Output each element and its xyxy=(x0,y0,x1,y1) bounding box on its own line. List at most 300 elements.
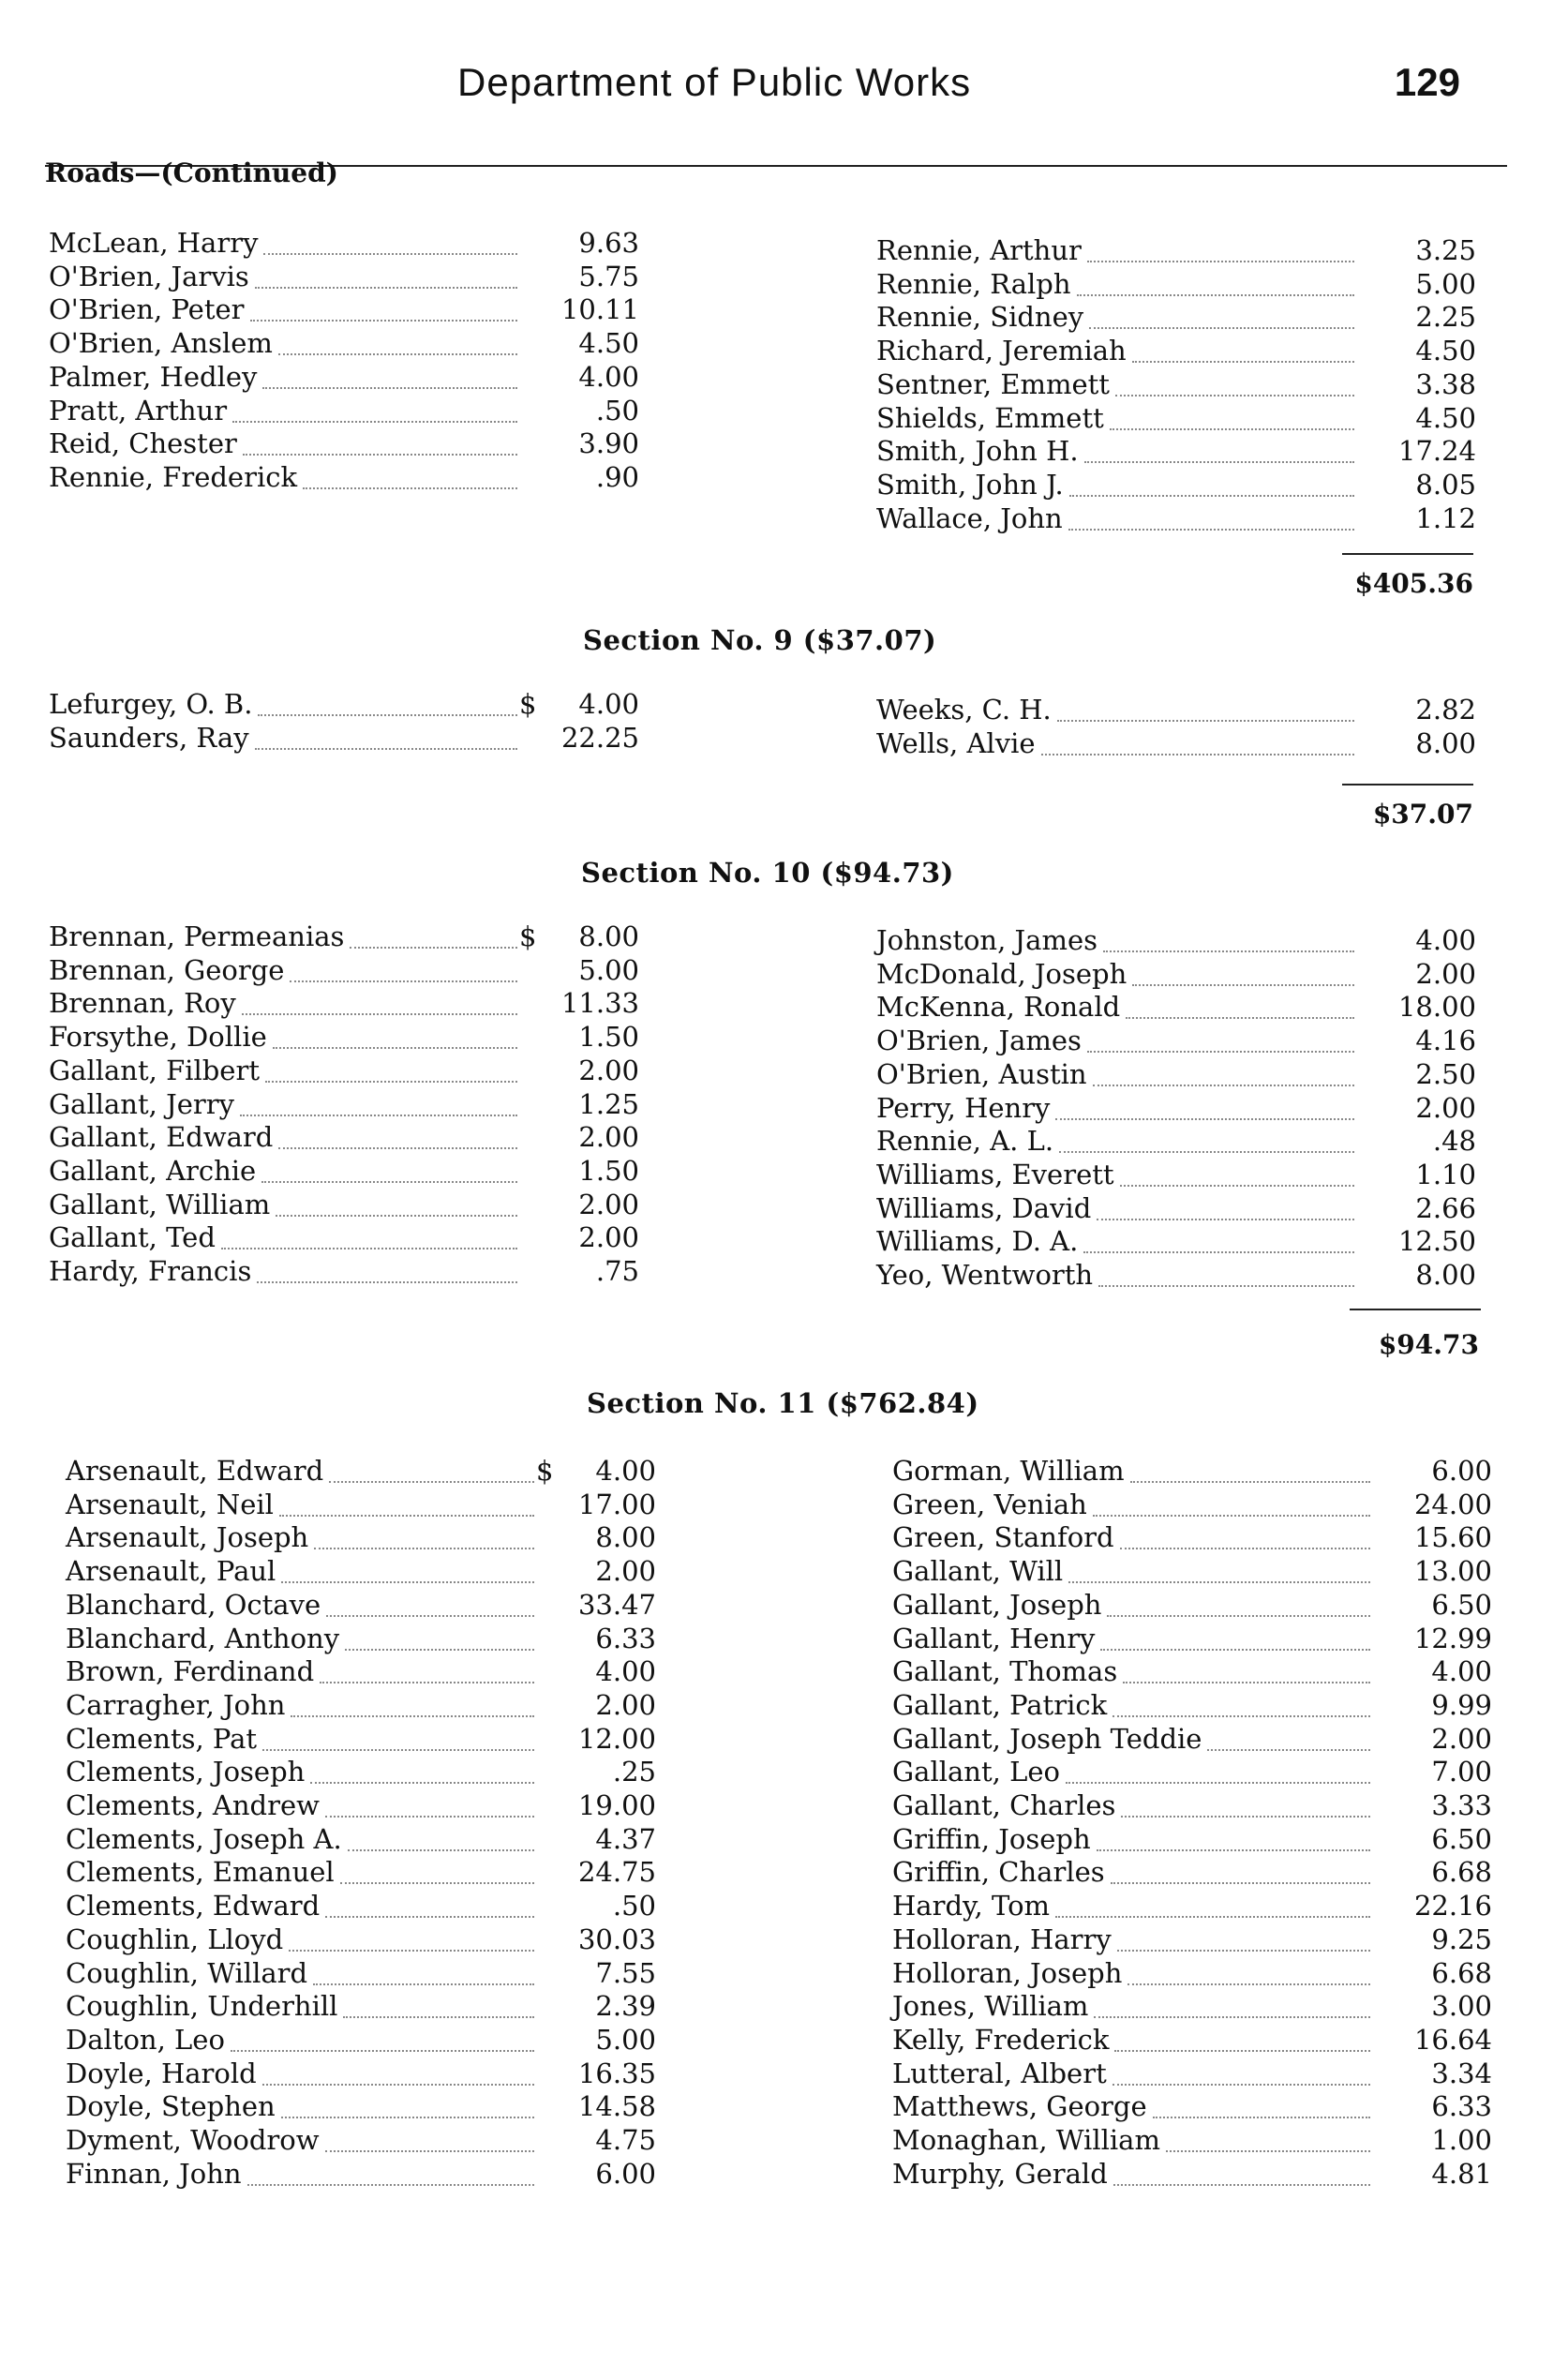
entry-amount: 6.33 xyxy=(595,1622,656,1654)
entry-name: Reid, Chester xyxy=(49,427,237,460)
entry-name: Arsenault, Edward xyxy=(66,1455,324,1487)
entry-amount: 4.75 xyxy=(595,2124,656,2156)
list-item xyxy=(66,1923,656,1957)
entry-name: Brennan, Permeanias xyxy=(49,920,345,952)
entry-name: Williams, David xyxy=(876,1191,1092,1224)
leader-dots xyxy=(255,287,517,289)
list-item xyxy=(66,2024,656,2057)
leader-dots xyxy=(257,1281,517,1283)
list-item xyxy=(876,502,1476,536)
entry-name: Gallant, Joseph xyxy=(892,1588,1102,1621)
leader-dots xyxy=(1066,1782,1370,1784)
leader-dots xyxy=(1132,984,1354,986)
leader-dots xyxy=(1113,1715,1370,1717)
entry-amount: 2.00 xyxy=(1415,1091,1476,1124)
entry-amount: 9.25 xyxy=(1431,1923,1492,1955)
leader-dots xyxy=(265,1081,517,1083)
entry-amount: 4.16 xyxy=(1415,1025,1476,1057)
entry-amount: .50 xyxy=(612,1890,656,1923)
entry-amount: 2.00 xyxy=(595,1688,656,1721)
entry-name: Carragher, John xyxy=(66,1688,286,1721)
entry-amount: 12.00 xyxy=(577,1722,656,1755)
entry-amount: .25 xyxy=(612,1756,656,1788)
entry-amount: 14.58 xyxy=(577,2090,656,2123)
list-item xyxy=(49,1255,639,1289)
entry-name: Brown, Ferdinand xyxy=(66,1655,315,1688)
entry-amount: 1.10 xyxy=(1415,1158,1476,1190)
entry-name: Arsenault, Joseph xyxy=(66,1521,309,1554)
entry-amount: 4.00 xyxy=(595,1655,656,1688)
entry-name: Hardy, Francis xyxy=(49,1255,252,1287)
leader-dots xyxy=(1069,495,1354,497)
entry-amount: 5.00 xyxy=(578,953,639,986)
list-item xyxy=(66,1489,656,1522)
list-item xyxy=(876,727,1476,761)
total-rule xyxy=(1350,1309,1481,1310)
list-item xyxy=(892,2057,1492,2091)
entry-name: Williams, D. A. xyxy=(876,1225,1079,1258)
section-9-heading: Section No. 9 ($37.07) xyxy=(583,624,937,656)
list-item xyxy=(892,1789,1492,1823)
list-item xyxy=(892,2090,1492,2124)
leader-dots xyxy=(1055,1916,1370,1918)
leader-dots xyxy=(320,1682,534,1683)
entry-amount: 3.25 xyxy=(1415,234,1476,266)
entry-amount: 9.99 xyxy=(1431,1688,1492,1721)
leader-dots xyxy=(231,2050,534,2052)
leader-dots xyxy=(1083,1251,1354,1253)
entry-name: Gorman, William xyxy=(892,1455,1125,1487)
entry-amount: .50 xyxy=(595,394,639,426)
leader-dots xyxy=(1100,1649,1370,1651)
entry-amount: 12.99 xyxy=(1413,1622,1492,1654)
list-item xyxy=(49,395,639,428)
list-item xyxy=(876,268,1476,302)
entry-amount: 6.00 xyxy=(1431,1455,1492,1487)
entry-amount: .75 xyxy=(595,1255,639,1287)
list-item xyxy=(876,301,1476,335)
list-item xyxy=(892,1455,1492,1489)
leader-dots xyxy=(313,1983,534,1985)
list-item xyxy=(892,1555,1492,1589)
entry-amount: 33.47 xyxy=(577,1588,656,1621)
entry-amount: 4.50 xyxy=(1415,401,1476,434)
entry-amount: 4.00 xyxy=(595,1455,656,1487)
list-item xyxy=(49,427,639,461)
entry-amount: 4.50 xyxy=(578,327,639,360)
entry-name: Rennie, A. L. xyxy=(876,1125,1054,1158)
entry-amount: 8.05 xyxy=(1415,468,1476,501)
entry-name: Gallant, Charles xyxy=(892,1789,1116,1821)
entry-amount: 16.35 xyxy=(577,2057,656,2089)
entry-amount: 30.03 xyxy=(577,1923,656,1955)
entry-amount: 2.50 xyxy=(1415,1057,1476,1090)
list-item xyxy=(892,1589,1492,1623)
entry-name: Lefurgey, O. B. xyxy=(49,688,253,720)
leader-dots xyxy=(1041,754,1354,756)
list-item xyxy=(876,1259,1476,1293)
entry-name: Brennan, George xyxy=(49,953,285,986)
leader-dots xyxy=(350,947,517,949)
entry-name: Sentner, Emmett xyxy=(876,367,1110,400)
list-item xyxy=(49,1088,639,1122)
entry-name: Gallant, Henry xyxy=(892,1622,1096,1654)
leader-dots xyxy=(262,387,517,389)
total-rule xyxy=(1342,784,1473,786)
list-item xyxy=(892,1655,1492,1689)
entry-name: Holloran, Joseph xyxy=(892,1956,1123,1989)
entry-name: Gallant, William xyxy=(49,1188,271,1220)
entry-name: Doyle, Stephen xyxy=(66,2090,276,2123)
entry-amount: 17.24 xyxy=(1397,435,1476,468)
entry-name: Gallant, Thomas xyxy=(892,1655,1118,1688)
entry-amount: 5.00 xyxy=(595,2023,656,2056)
list-item xyxy=(876,694,1476,727)
list-item xyxy=(49,920,639,954)
entry-amount: 9.63 xyxy=(578,227,639,259)
entry-name: Wells, Alvie xyxy=(876,726,1036,759)
entry-amount: 3.34 xyxy=(1431,2057,1492,2089)
currency-sign: $ xyxy=(536,1455,554,1487)
list-item xyxy=(66,1655,656,1689)
entry-amount: 2.00 xyxy=(1431,1722,1492,1755)
list-item xyxy=(892,1990,1492,2024)
entry-name: Gallant, Filbert xyxy=(49,1054,260,1086)
entry-amount: 18.00 xyxy=(1397,991,1476,1024)
list-item xyxy=(892,1689,1492,1723)
entry-name: Jones, William xyxy=(892,1990,1089,2023)
entry-name: Gallant, Archie xyxy=(49,1154,257,1187)
leader-dots xyxy=(279,1515,534,1517)
entry-amount: 8.00 xyxy=(1415,726,1476,759)
entry-amount: 1.12 xyxy=(1415,501,1476,534)
entry-amount: 3.00 xyxy=(1431,1990,1492,2023)
list-item xyxy=(66,1789,656,1823)
entry-amount: 2.00 xyxy=(578,1054,639,1086)
leader-dots xyxy=(221,1248,517,1249)
leader-dots xyxy=(1093,1515,1370,1517)
leader-dots xyxy=(345,1649,534,1651)
leader-dots xyxy=(326,1615,534,1617)
entry-name: O'Brien, Anslem xyxy=(49,327,273,360)
list-item xyxy=(876,1092,1476,1126)
entry-name: Kelly, Frederick xyxy=(892,2023,1110,2056)
entry-name: McDonald, Joseph xyxy=(876,957,1127,990)
entry-name: Monaghan, William xyxy=(892,2124,1160,2156)
leader-dots xyxy=(290,980,517,982)
entry-amount: 22.25 xyxy=(560,721,639,754)
leader-dots xyxy=(281,1581,534,1583)
leader-dots xyxy=(1089,327,1354,329)
page-title: Department of Public Works xyxy=(457,60,972,104)
list-item xyxy=(49,327,639,361)
leader-dots xyxy=(247,2184,534,2186)
entry-amount: 7.55 xyxy=(595,1956,656,1989)
entry-name: Yeo, Wentworth xyxy=(876,1259,1094,1291)
entry-amount: 4.00 xyxy=(1415,924,1476,956)
list-item xyxy=(876,1225,1476,1259)
entry-name: Smith, John H. xyxy=(876,435,1079,468)
total-rule xyxy=(1342,553,1473,555)
leader-dots xyxy=(240,1115,517,1116)
entry-name: Dalton, Leo xyxy=(66,2023,225,2056)
entry-name: Johnston, James xyxy=(876,924,1098,956)
entry-amount: 2.00 xyxy=(1415,957,1476,990)
entry-name: Clements, Andrew xyxy=(66,1789,320,1821)
entry-amount: .48 xyxy=(1432,1125,1476,1158)
entry-amount: 1.25 xyxy=(578,1087,639,1120)
entry-amount: 1.50 xyxy=(578,1021,639,1054)
leader-dots xyxy=(1103,950,1354,952)
entry-amount: 24.00 xyxy=(1413,1488,1492,1520)
entry-amount: 24.75 xyxy=(577,1856,656,1889)
entry-amount: 4.00 xyxy=(578,360,639,393)
list-item xyxy=(49,1121,639,1155)
entry-amount: 5.00 xyxy=(1415,267,1476,300)
leader-dots xyxy=(281,2117,534,2118)
leader-dots xyxy=(1087,1051,1354,1053)
entry-name: Gallant, Joseph Teddie xyxy=(892,1722,1202,1755)
entry-amount: 2.39 xyxy=(595,1990,656,2023)
list-item xyxy=(892,1623,1492,1656)
list-item xyxy=(66,1521,656,1555)
leader-dots xyxy=(262,1749,534,1751)
list-item xyxy=(49,722,639,756)
entry-name: O'Brien, Peter xyxy=(49,293,245,326)
leader-dots xyxy=(1059,1151,1354,1153)
leader-dots xyxy=(1113,2184,1370,2186)
leader-dots xyxy=(1123,1682,1370,1683)
leader-dots xyxy=(1068,1581,1370,1583)
page-number: 129 xyxy=(1394,60,1460,104)
entry-name: Arsenault, Paul xyxy=(66,1555,276,1588)
entry-name: Rennie, Sidney xyxy=(876,301,1084,334)
entry-amount: 8.00 xyxy=(578,920,639,952)
entry-name: Dyment, Woodrow xyxy=(66,2124,320,2156)
list-item xyxy=(66,1756,656,1789)
list-item xyxy=(876,1125,1476,1159)
leader-dots xyxy=(1127,1983,1370,1985)
entry-name: Palmer, Hedley xyxy=(49,360,258,393)
entry-amount: 17.00 xyxy=(577,1488,656,1520)
entry-name: Perry, Henry xyxy=(876,1091,1051,1124)
list-item xyxy=(892,1756,1492,1789)
section-10-total: $94.73 xyxy=(1378,1329,1479,1360)
entry-name: Griffin, Joseph xyxy=(892,1822,1091,1855)
leader-dots xyxy=(1107,1615,1370,1617)
entry-name: Rennie, Ralph xyxy=(876,267,1071,300)
list-item xyxy=(49,1155,639,1189)
entry-amount: 6.68 xyxy=(1431,1956,1492,1989)
list-item xyxy=(49,1055,639,1088)
list-item xyxy=(66,1623,656,1656)
list-item xyxy=(66,1957,656,1991)
entry-name: Hardy, Tom xyxy=(892,1890,1051,1923)
entry-amount: 10.11 xyxy=(560,293,639,326)
roads-total: $405.36 xyxy=(1354,568,1473,599)
leader-dots xyxy=(1153,2117,1370,2118)
leader-dots xyxy=(232,421,517,423)
list-item xyxy=(66,1990,656,2024)
entry-amount: 4.00 xyxy=(1431,1655,1492,1688)
section-11-heading: Section No. 11 ($762.84) xyxy=(587,1387,979,1419)
list-item xyxy=(49,1021,639,1055)
leader-dots xyxy=(1113,2084,1370,2086)
leader-dots xyxy=(325,2150,534,2152)
leader-dots xyxy=(1098,1285,1354,1287)
leader-dots xyxy=(291,1715,534,1717)
entry-name: O'Brien, James xyxy=(876,1025,1082,1057)
entry-name: Clements, Emanuel xyxy=(66,1856,335,1889)
leader-dots xyxy=(1068,529,1354,531)
list-item xyxy=(876,1159,1476,1192)
entry-amount: 4.50 xyxy=(1415,335,1476,367)
list-item xyxy=(66,1455,656,1489)
entry-amount: 12.50 xyxy=(1397,1225,1476,1258)
entry-amount: .90 xyxy=(595,460,639,493)
leader-dots xyxy=(340,1882,534,1884)
list-item xyxy=(876,1025,1476,1058)
entry-amount: 3.90 xyxy=(578,427,639,460)
entry-amount: 15.60 xyxy=(1413,1521,1492,1554)
leader-dots xyxy=(1055,1118,1354,1120)
entry-amount: 2.00 xyxy=(595,1555,656,1588)
entry-amount: 3.33 xyxy=(1431,1789,1492,1821)
list-item xyxy=(66,2158,656,2192)
entry-name: Gallant, Jerry xyxy=(49,1087,234,1120)
list-item xyxy=(66,1890,656,1923)
list-item xyxy=(892,2124,1492,2158)
entry-name: Gallant, Patrick xyxy=(892,1688,1108,1721)
entry-name: Lutteral, Albert xyxy=(892,2057,1107,2089)
entry-amount: 2.25 xyxy=(1415,301,1476,334)
entry-amount: 2.00 xyxy=(578,1188,639,1220)
entry-amount: 13.00 xyxy=(1413,1555,1492,1588)
entry-name: Green, Stanford xyxy=(892,1521,1114,1554)
list-item xyxy=(49,688,639,722)
list-item xyxy=(876,1192,1476,1226)
leader-dots xyxy=(242,1013,517,1015)
leader-dots xyxy=(1084,461,1354,463)
entry-amount: 1.50 xyxy=(578,1154,639,1187)
entry-name: Smith, John J. xyxy=(876,468,1064,501)
leader-dots xyxy=(1110,428,1354,430)
entry-name: Gallant, Will xyxy=(892,1555,1064,1588)
leader-dots xyxy=(1121,1816,1370,1818)
leader-dots xyxy=(278,353,517,355)
leader-dots xyxy=(278,1147,517,1149)
list-item xyxy=(49,1189,639,1222)
leader-dots xyxy=(1126,1017,1354,1019)
leader-dots xyxy=(343,2016,534,2018)
entry-amount: 1.00 xyxy=(1431,2124,1492,2156)
section-10-heading: Section No. 10 ($94.73) xyxy=(581,857,954,889)
leader-dots xyxy=(1132,361,1354,363)
list-item xyxy=(876,234,1476,268)
leader-dots xyxy=(1077,294,1354,296)
list-item xyxy=(876,335,1476,368)
entry-name: Pratt, Arthur xyxy=(49,394,228,426)
section-9-total: $37.07 xyxy=(1372,799,1473,830)
entry-name: Gallant, Ted xyxy=(49,1221,216,1254)
leader-dots xyxy=(329,1481,534,1483)
list-item xyxy=(66,2057,656,2091)
list-item xyxy=(49,227,639,261)
list-item xyxy=(49,293,639,327)
entry-amount: 16.64 xyxy=(1413,2023,1492,2056)
entry-amount: 2.00 xyxy=(578,1221,639,1254)
entry-name: Green, Veniah xyxy=(892,1488,1087,1520)
entry-name: Gallant, Edward xyxy=(49,1121,274,1154)
leader-dots xyxy=(273,1047,517,1049)
list-item xyxy=(876,469,1476,502)
currency-sign: $ xyxy=(519,688,537,720)
leader-dots xyxy=(243,454,517,456)
entry-amount: 6.50 xyxy=(1431,1588,1492,1621)
entry-amount: 8.00 xyxy=(1415,1259,1476,1291)
entry-name: Weeks, C. H. xyxy=(876,694,1052,726)
entry-amount: 2.00 xyxy=(578,1121,639,1154)
leader-dots xyxy=(255,748,517,750)
leader-dots xyxy=(1115,395,1354,396)
entry-name: Holloran, Harry xyxy=(892,1923,1112,1955)
list-item xyxy=(892,2158,1492,2192)
leader-dots xyxy=(1097,1219,1354,1220)
currency-sign: $ xyxy=(519,920,537,952)
leader-dots xyxy=(325,1916,534,1918)
entry-amount: 4.37 xyxy=(595,1822,656,1855)
leader-dots xyxy=(1114,2050,1370,2052)
leader-dots xyxy=(1097,1849,1370,1851)
list-item xyxy=(49,1221,639,1255)
leader-dots xyxy=(263,253,517,255)
entry-amount: 19.00 xyxy=(577,1789,656,1821)
entry-name: Clements, Edward xyxy=(66,1890,321,1923)
leader-dots xyxy=(1207,1749,1370,1751)
entry-name: Blanchard, Anthony xyxy=(66,1622,340,1654)
list-item xyxy=(49,954,639,988)
entry-name: Coughlin, Underhill xyxy=(66,1990,338,2023)
leader-dots xyxy=(303,487,517,489)
entry-amount: 4.81 xyxy=(1431,2157,1492,2190)
entry-amount: 8.00 xyxy=(595,1521,656,1554)
entry-name: Blanchard, Octave xyxy=(66,1588,321,1621)
list-item xyxy=(66,1555,656,1589)
entry-name: Saunders, Ray xyxy=(49,721,249,754)
list-item xyxy=(892,1923,1492,1957)
entry-name: O'Brien, Jarvis xyxy=(49,260,249,292)
list-item xyxy=(876,991,1476,1025)
leader-dots xyxy=(258,714,517,716)
entry-amount: 4.00 xyxy=(578,688,639,720)
leader-dots xyxy=(1117,1950,1370,1952)
list-item xyxy=(876,402,1476,436)
leader-dots xyxy=(261,1181,517,1183)
list-item xyxy=(49,461,639,495)
leader-dots xyxy=(314,1548,534,1549)
leader-dots xyxy=(276,1215,517,1217)
entry-name: Forsythe, Dollie xyxy=(49,1021,267,1054)
leader-dots xyxy=(348,1849,534,1851)
leader-dots xyxy=(1166,2150,1370,2152)
entry-name: McLean, Harry xyxy=(49,227,259,259)
leader-dots xyxy=(1130,1481,1370,1483)
leader-dots xyxy=(262,2084,534,2086)
list-item xyxy=(892,1723,1492,1757)
list-item xyxy=(892,2024,1492,2057)
entry-name: Rennie, Arthur xyxy=(876,234,1082,266)
leader-dots xyxy=(250,320,517,322)
